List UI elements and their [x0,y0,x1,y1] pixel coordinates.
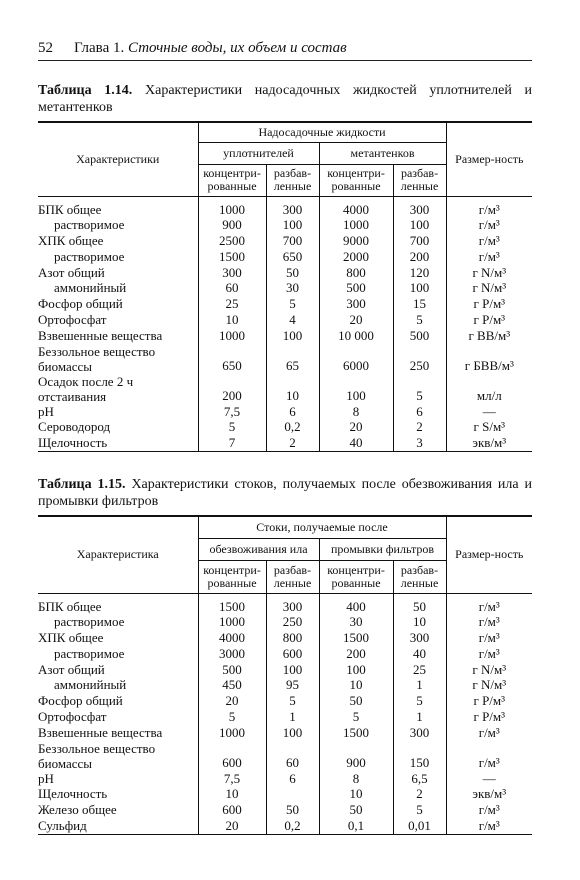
table-row: pH 7,5 6 8 6,5 — [38,771,532,787]
header-col-3: концентри-рованные [319,560,393,593]
chapter-label: Глава 1. [74,40,125,56]
page-number: 52 [38,40,53,56]
table-row: Щелочность 10 10 2 экв/м³ [38,786,532,802]
table-row: аммонийный 60 30 500 100 г N/м³ [38,280,532,296]
header-rule [38,60,532,61]
table-title: Характеристики надосадочных жидкостей уплотнителей и метантенков [38,83,532,115]
table-1-15 [38,515,532,835]
table-row: Сероводород 5 0,2 20 2 г S/м³ [38,419,532,435]
table-row: Азот общий 500 100 100 25 г N/м³ [38,662,532,678]
header-characteristic: Характеристика [38,516,198,593]
header-unit: Размер-ность [446,122,532,196]
header-col-2: разбав-ленные [266,164,319,196]
header-subgroup-1: обезвоживания ила [198,538,319,560]
header-subgroup-2: промывки фильтров [319,538,446,560]
table-caption-1-14 [38,82,532,116]
table-caption-1-15 [38,476,532,510]
header-col-3: концентри-рованные [319,164,393,196]
table-row: Фосфор общий 25 5 300 15 г P/м³ [38,296,532,312]
table-row: Щелочность 7 2 40 3 экв/м³ [38,435,532,451]
table-row: растворимое 900 100 1000 100 г/м³ [38,217,532,233]
table-row: ХПК общее 2500 700 9000 700 г/м³ [38,233,532,249]
table-row: БПК общее 1000 300 4000 300 г/м³ [38,202,532,218]
table-label: Таблица 1.15. [38,477,126,492]
table-row: растворимое 1000 250 30 10 г/м³ [38,614,532,630]
table-row: БПК общее 1500 300 400 50 г/м³ [38,599,532,615]
header-col-1: концентри-рованные [198,164,266,196]
table-row: Осадок после 2 ч отстаивания 200 10 100 5 мл/л [38,374,532,404]
table-row: ХПК общее 4000 800 1500 300 г/м³ [38,630,532,646]
header-characteristic: Характеристики [38,122,198,196]
header-col-4: разбав-ленные [393,560,446,593]
table-1-14 [38,121,532,452]
table-row: Фосфор общий 20 5 50 5 г P/м³ [38,693,532,709]
header-unit: Размер-ность [446,516,532,593]
table-title: Характеристики стоков, получаемых после обезвоживания ила и промывки фильтров [38,477,532,509]
table-row: Беззольное вещество биомассы 650 65 6000 250 г БВВ/м³ [38,344,532,374]
table-row: Взвешенные вещества 1000 100 1500 300 г/м³ [38,725,532,741]
chapter-title: Сточные воды, их объем и состав [127,40,347,56]
header-col-2: разбав-ленные [266,560,319,593]
table-row: растворимое 3000 600 200 40 г/м³ [38,646,532,662]
table-row: Сульфид 20 0,2 0,1 0,01 г/м³ [38,818,532,834]
header-col-1: концентри-рованные [198,560,266,593]
header-subgroup-2: метантенков [319,142,446,164]
table-row: Взвешенные вещества 1000 100 10 000 500 г ВВ/м³ [38,328,532,344]
header-subgroup-1: уплотнителей [198,142,319,164]
header-group: Надосадочные жидкости [198,122,446,142]
running-head [38,40,538,60]
table-row: Ортофосфат 10 4 20 5 г P/м³ [38,312,532,328]
table-row: pH 7,5 6 8 6 — [38,404,532,420]
header-group: Стоки, получаемые после [198,516,446,538]
table-label: Таблица 1.14. [38,83,133,98]
header-col-4: разбав-ленные [393,164,446,196]
table-row: Азот общий 300 50 800 120 г N/м³ [38,265,532,281]
chapter-heading [74,40,347,57]
table-row: Беззольное вещество биомассы 600 60 900 150 г/м³ [38,741,532,771]
table-row: Железо общее 600 50 50 5 г/м³ [38,802,532,818]
table-row: растворимое 1500 650 2000 200 г/м³ [38,249,532,265]
table-row: Ортофосфат 5 1 5 1 г P/м³ [38,709,532,725]
table-row: аммонийный 450 95 10 1 г N/м³ [38,677,532,693]
